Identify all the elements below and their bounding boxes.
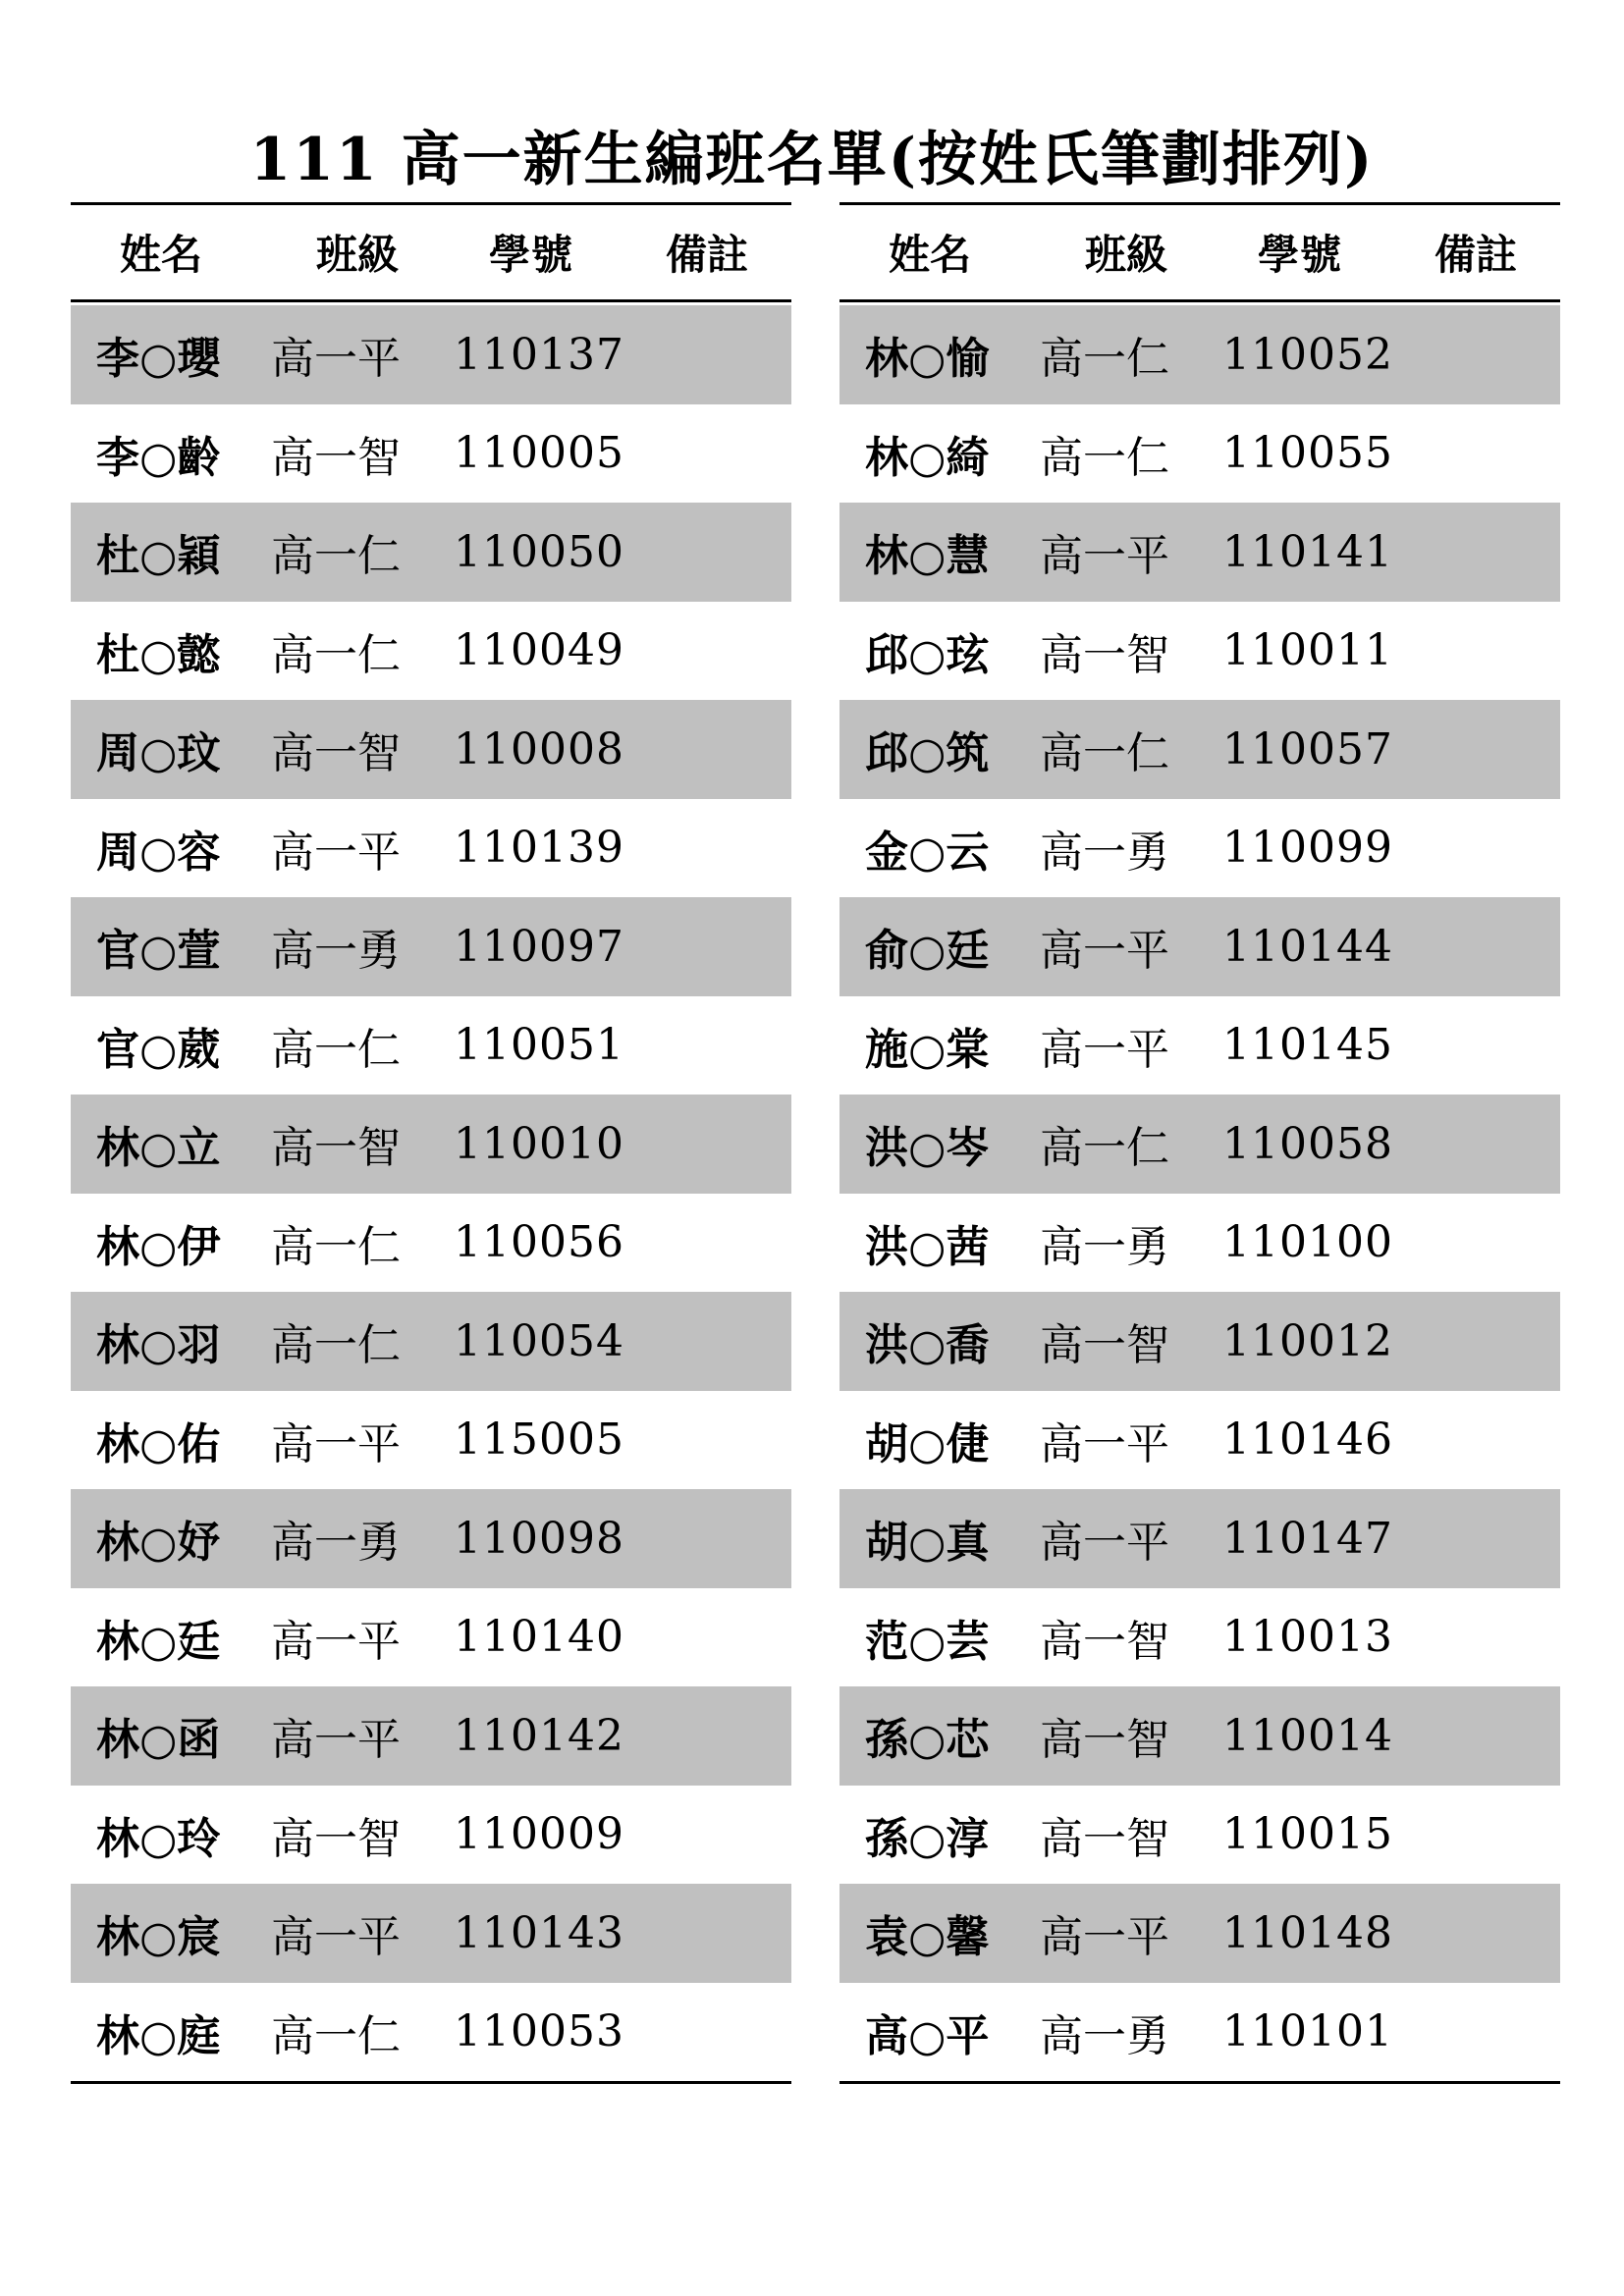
header-note: 備註	[666, 231, 749, 279]
table-row	[839, 996, 1560, 1095]
table-row	[839, 602, 1560, 701]
table-row	[71, 996, 791, 1095]
student-id: 115005	[454, 1415, 624, 1466]
student-id: 110141	[1222, 526, 1393, 577]
table-row	[839, 1686, 1560, 1786]
student-name: 邱○玹	[865, 629, 990, 680]
student-id: 110013	[1222, 1612, 1393, 1663]
student-name: 胡○倢	[865, 1418, 990, 1469]
student-class: 高一平	[271, 334, 401, 385]
student-id: 110055	[1222, 428, 1393, 479]
student-class: 高一智	[271, 728, 401, 779]
student-class: 高一仁	[271, 531, 401, 582]
table-row	[839, 1588, 1560, 1687]
table-row	[71, 305, 791, 404]
table-row	[839, 1489, 1560, 1588]
student-class: 高一智	[271, 1813, 401, 1864]
student-name: 林○愉	[865, 334, 990, 385]
roster-table-left	[71, 202, 791, 2084]
student-class: 高一仁	[271, 1320, 401, 1371]
student-name: 金○云	[865, 827, 990, 878]
student-name: 林○佑	[96, 1418, 221, 1469]
student-id: 110057	[1222, 723, 1393, 774]
table-row	[71, 1391, 791, 1490]
student-name: 周○玟	[96, 728, 221, 779]
student-name: 官○萱	[96, 926, 221, 977]
table-row	[71, 1786, 791, 1885]
student-name: 俞○廷	[865, 926, 990, 977]
student-id: 110148	[1222, 1907, 1393, 1958]
student-name: 林○玲	[96, 1813, 221, 1864]
table-row	[839, 700, 1560, 799]
table-row	[839, 1292, 1560, 1391]
student-class: 高一智	[271, 1123, 401, 1174]
student-name: 林○宸	[96, 1912, 221, 1963]
table-row	[71, 799, 791, 898]
student-name: 邱○筑	[865, 728, 990, 779]
table-body	[71, 305, 791, 2084]
student-id: 110100	[1222, 1217, 1393, 1268]
table-row	[71, 700, 791, 799]
student-class: 高一平	[1040, 1418, 1169, 1469]
student-class: 高一智	[1040, 629, 1169, 680]
student-name: 杜○穎	[96, 531, 221, 582]
student-id: 110098	[454, 1513, 624, 1564]
student-name: 洪○岑	[865, 1123, 990, 1174]
student-name: 胡○真	[865, 1518, 990, 1569]
student-name: 孫○芯	[865, 1715, 990, 1766]
student-class: 高一仁	[1040, 1123, 1169, 1174]
header-name: 姓名	[120, 231, 203, 279]
student-name: 林○立	[96, 1123, 221, 1174]
student-id: 110014	[1222, 1710, 1393, 1761]
student-class: 高一仁	[1040, 432, 1169, 483]
student-name: 林○函	[96, 1715, 221, 1766]
student-id: 110051	[454, 1020, 624, 1071]
table-header	[839, 202, 1560, 302]
student-id: 110097	[454, 921, 624, 972]
student-class: 高一仁	[271, 2010, 401, 2061]
student-class: 高一勇	[1040, 827, 1169, 878]
student-id: 110015	[1222, 1809, 1393, 1860]
student-class: 高一仁	[1040, 334, 1169, 385]
student-name: 林○伊	[96, 1221, 221, 1272]
student-id: 110050	[454, 526, 624, 577]
table-row	[71, 404, 791, 504]
table-row	[839, 503, 1560, 602]
header-class: 班級	[1085, 231, 1168, 279]
student-id: 110137	[454, 329, 624, 380]
table-row	[71, 1095, 791, 1194]
roster-table-right	[839, 202, 1560, 2084]
student-name: 林○慧	[865, 531, 990, 582]
table-row	[71, 897, 791, 996]
table-row	[71, 1983, 791, 2082]
student-class: 高一仁	[271, 629, 401, 680]
table-row	[71, 503, 791, 602]
student-class: 高一平	[271, 1715, 401, 1766]
student-class: 高一平	[1040, 1024, 1169, 1075]
student-class: 高一仁	[271, 1024, 401, 1075]
student-name: 官○葳	[96, 1024, 221, 1075]
table-row	[839, 799, 1560, 898]
student-id: 110145	[1222, 1020, 1393, 1071]
student-id: 110011	[1222, 625, 1393, 676]
table-header	[71, 202, 791, 302]
student-name: 李○齡	[96, 432, 221, 483]
student-class: 高一平	[1040, 1912, 1169, 1963]
student-id: 110053	[454, 2006, 624, 2057]
student-id: 110058	[1222, 1118, 1393, 1169]
student-name: 林○羽	[96, 1320, 221, 1371]
student-class: 高一平	[1040, 531, 1169, 582]
student-id: 110099	[1222, 823, 1393, 874]
student-id: 110052	[1222, 329, 1393, 380]
student-id: 110056	[454, 1217, 624, 1268]
student-name: 高○平	[865, 2010, 990, 2061]
student-id: 110012	[1222, 1315, 1393, 1366]
table-row	[71, 1194, 791, 1293]
student-class: 高一勇	[1040, 2010, 1169, 2061]
table-row	[839, 897, 1560, 996]
student-class: 高一勇	[271, 926, 401, 977]
student-name: 范○芸	[865, 1616, 990, 1667]
student-name: 林○妤	[96, 1518, 221, 1569]
header-id: 學號	[489, 231, 574, 279]
student-id: 110010	[454, 1118, 624, 1169]
table-row	[839, 1983, 1560, 2082]
student-name: 洪○茜	[865, 1221, 990, 1272]
student-class: 高一平	[271, 1912, 401, 1963]
table-row	[71, 1292, 791, 1391]
table-row	[71, 1884, 791, 1983]
table-row	[839, 1391, 1560, 1490]
student-name: 洪○喬	[865, 1320, 990, 1371]
table-row	[71, 602, 791, 701]
student-class: 高一智	[271, 432, 401, 483]
table-row	[839, 1095, 1560, 1194]
student-class: 高一平	[271, 1616, 401, 1667]
student-class: 高一平	[1040, 1518, 1169, 1569]
student-name: 杜○懿	[96, 629, 221, 680]
student-id: 110009	[454, 1809, 624, 1860]
student-id: 110049	[454, 625, 624, 676]
table-row	[839, 1786, 1560, 1885]
student-class: 高一智	[1040, 1616, 1169, 1667]
student-id: 110143	[454, 1907, 624, 1958]
student-class: 高一勇	[271, 1518, 401, 1569]
table-row	[71, 1588, 791, 1687]
student-id: 110142	[454, 1710, 624, 1761]
table-row	[839, 1194, 1560, 1293]
header-id: 學號	[1258, 231, 1343, 279]
student-name: 袁○馨	[865, 1912, 990, 1963]
student-id: 110008	[454, 723, 624, 774]
student-class: 高一平	[271, 1418, 401, 1469]
student-name: 李○瓔	[96, 334, 221, 385]
student-class: 高一智	[1040, 1320, 1169, 1371]
student-name: 林○綺	[865, 432, 990, 483]
table-row	[839, 1884, 1560, 1983]
header-name: 姓名	[889, 231, 972, 279]
student-class: 高一仁	[271, 1221, 401, 1272]
student-class: 高一平	[271, 827, 401, 878]
table-row	[839, 404, 1560, 504]
student-name: 施○棠	[865, 1024, 990, 1075]
student-class: 高一智	[1040, 1715, 1169, 1766]
table-row	[839, 305, 1560, 404]
student-class: 高一平	[1040, 926, 1169, 977]
student-class: 高一智	[1040, 1813, 1169, 1864]
header-note: 備註	[1435, 231, 1518, 279]
student-id: 110140	[454, 1612, 624, 1663]
page-title: 111 高一新生編班名單(按姓氏筆劃排列)	[249, 126, 1375, 194]
student-id: 110144	[1222, 921, 1393, 972]
student-name: 林○庭	[96, 2010, 221, 2061]
student-id: 110139	[454, 823, 624, 874]
student-id: 110054	[454, 1315, 624, 1366]
table-row	[71, 1489, 791, 1588]
table-row	[71, 1686, 791, 1786]
table-body	[839, 305, 1560, 2084]
student-id: 110147	[1222, 1513, 1393, 1564]
student-name: 林○廷	[96, 1616, 221, 1667]
student-name: 周○容	[96, 827, 221, 878]
student-name: 孫○淳	[865, 1813, 990, 1864]
student-class: 高一勇	[1040, 1221, 1169, 1272]
student-id: 110101	[1222, 2006, 1393, 2057]
header-class: 班級	[316, 231, 400, 279]
student-id: 110005	[454, 428, 624, 479]
student-id: 110146	[1222, 1415, 1393, 1466]
student-class: 高一仁	[1040, 728, 1169, 779]
